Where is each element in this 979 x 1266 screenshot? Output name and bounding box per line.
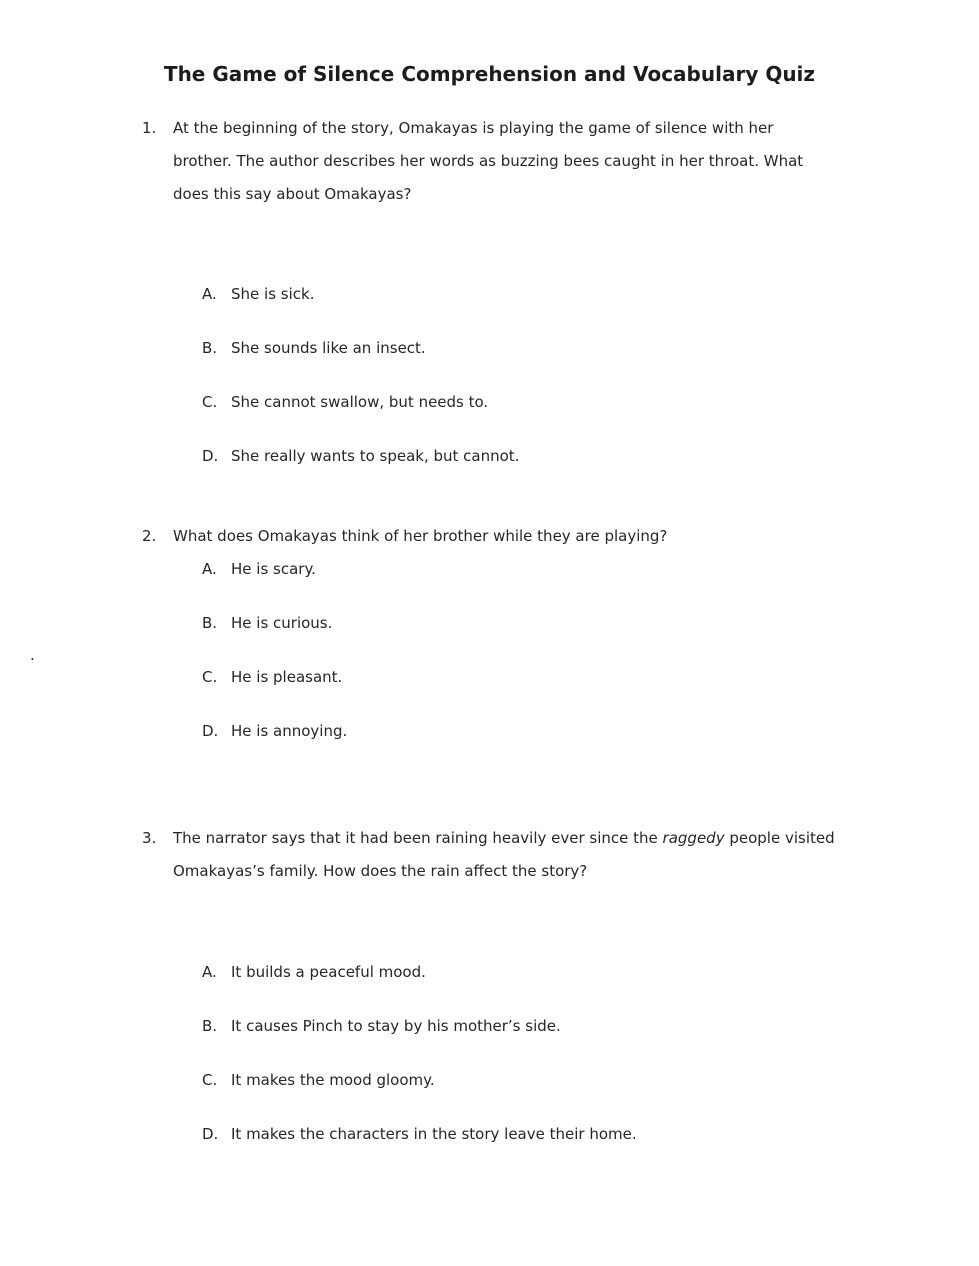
option-label: D. — [202, 1125, 219, 1143]
option-text: She cannot swallow, but needs to. — [231, 393, 489, 411]
option-row — [202, 440, 979, 473]
stray-period: . — [30, 646, 35, 664]
option-text: She is sick. — [231, 285, 315, 303]
option-text: It causes Pinch to stay by his mother’s side. — [231, 1017, 561, 1035]
option-label: B. — [202, 614, 218, 632]
option-label: A. — [202, 285, 217, 303]
option-text: It builds a peaceful mood. — [231, 963, 426, 981]
option-text: She really wants to speak, but cannot. — [231, 447, 520, 465]
option-label: B. — [202, 339, 218, 357]
option-label: C. — [202, 393, 218, 411]
option-row — [202, 956, 979, 989]
question-1 — [0, 112, 979, 473]
option-label: A. — [202, 560, 217, 578]
question-number: 2. — [142, 527, 157, 545]
option-row — [202, 1064, 979, 1097]
question-number: 3. — [142, 829, 157, 847]
option-label: B. — [202, 1017, 218, 1035]
option-row — [202, 607, 979, 640]
question-number: 1. — [142, 119, 157, 137]
options-list — [202, 278, 979, 473]
option-row — [202, 332, 979, 365]
option-row — [202, 1118, 979, 1151]
option-text: It makes the characters in the story leave their home. — [231, 1125, 637, 1143]
option-label: D. — [202, 722, 219, 740]
question-text: At the beginning of the story, Omakayas is playing the game of silence with her brother. The author describes her words as buzzing bees caught in her throat. What does this say about Omakayas? — [173, 119, 804, 203]
option-label: D. — [202, 447, 219, 465]
option-text: He is annoying. — [231, 722, 348, 740]
option-row — [202, 386, 979, 419]
option-row — [202, 661, 979, 694]
options-list — [202, 956, 979, 1151]
question-2 — [0, 520, 979, 748]
question-text-pre: The narrator says that it had been raining heavily ever since the — [173, 829, 663, 847]
option-text: He is pleasant. — [231, 668, 343, 686]
option-row — [202, 715, 979, 748]
question-text — [173, 822, 878, 888]
page-title: The Game of Silence Comprehension and Vocabulary Quiz — [163, 62, 816, 86]
question-text-post: people visited Omakayas’s family. How does the rain affect the story? — [173, 829, 835, 880]
option-text: He is scary. — [231, 560, 316, 578]
option-text: She sounds like an insect. — [231, 339, 426, 357]
option-label: C. — [202, 1071, 218, 1089]
option-label: A. — [202, 963, 217, 981]
option-label: C. — [202, 668, 218, 686]
question-3 — [0, 822, 979, 1151]
option-text: He is curious. — [231, 614, 333, 632]
option-row — [202, 1010, 979, 1043]
option-row — [202, 278, 979, 311]
question-text-italic: raggedy — [662, 829, 725, 847]
option-row — [202, 553, 979, 586]
options-list — [202, 553, 979, 748]
question-text: What does Omakayas think of her brother while they are playing? — [173, 527, 668, 545]
option-text: It makes the mood gloomy. — [231, 1071, 435, 1089]
